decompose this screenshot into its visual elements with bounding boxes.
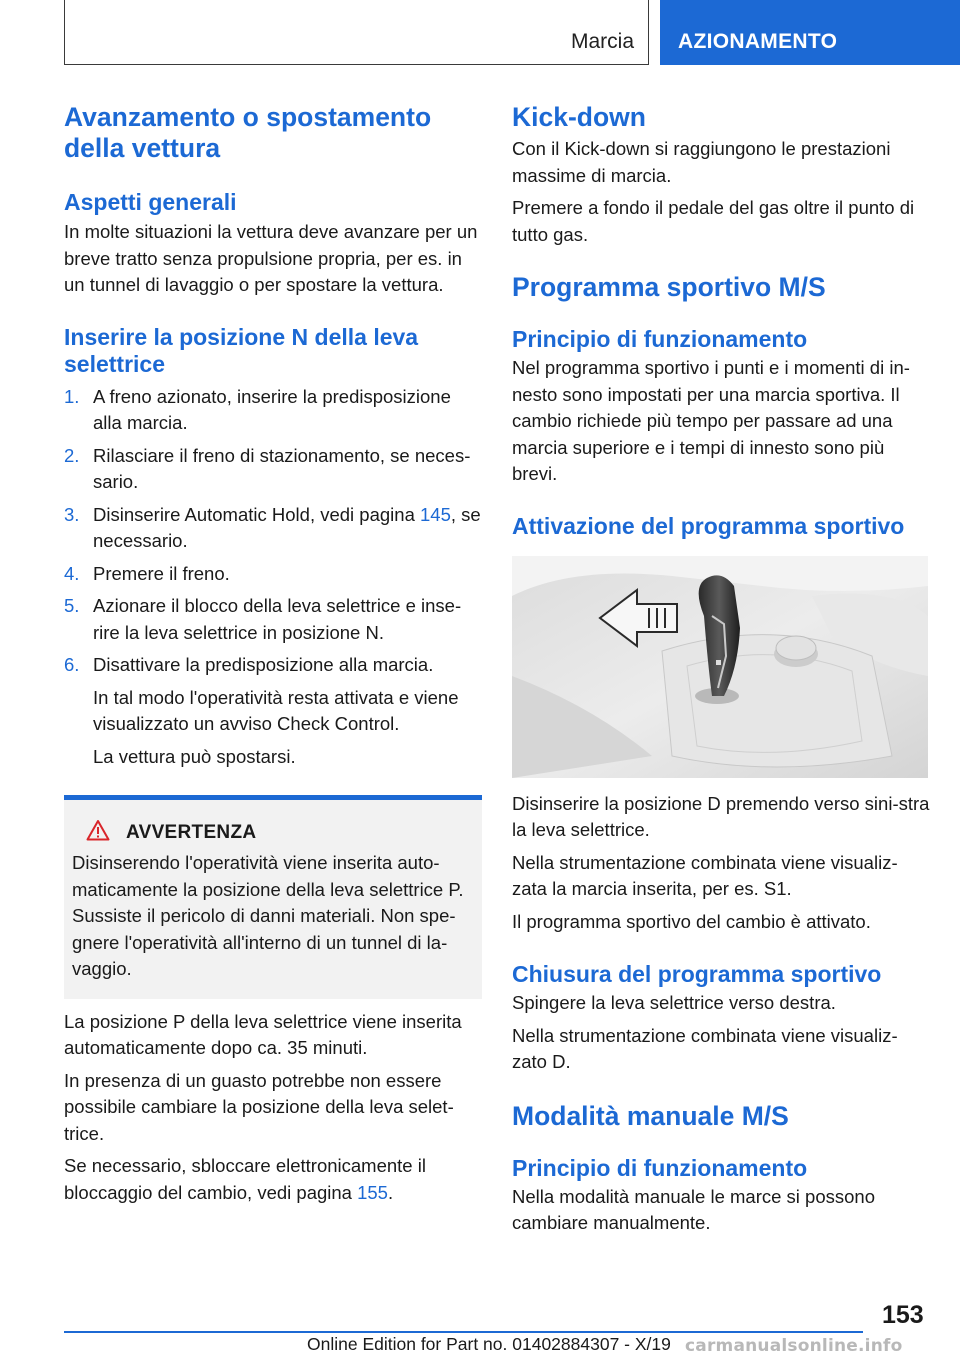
para-sbloccare-end: . (387, 1181, 394, 1203)
warning-box (64, 795, 482, 999)
warning-title: AVVERTENZA (126, 821, 257, 843)
heading-modalita-manuale: Modalità manuale M/S (512, 1100, 789, 1131)
page-link-145[interactable]: 145 (420, 503, 451, 525)
right-column (512, 102, 930, 1237)
text-aspetti-generali: In molte situazioni la vettura deve avanzare per un breve tratto senza propulsione propria, per es. in un tunnel di lavaggio o per spostare la vettura. (64, 221, 478, 295)
step-text: A freno azionato, inserire la predisposizione alla marcia. (93, 385, 451, 433)
header-chapter-label: AZIONAMENTO (678, 30, 838, 53)
step-number: 2. (64, 444, 80, 466)
step-number: 5. (64, 595, 80, 616)
text-marcia-inserita: Nella strumentazione combinata viene visualiz-zata la marcia inserita, per es. S1. (512, 851, 898, 899)
step6-result: La vettura può spostarsi. (93, 745, 296, 767)
heading-inserire-n: Inserire la posizione N della leva selettrice (64, 323, 419, 377)
footer-edition: Online Edition for Part no. 01402884307 - X/19 (307, 1334, 671, 1354)
step-text: Premere il freno. (93, 562, 230, 584)
text-principio-2: Nella modalità manuale le marce si possono cambiare manualmente. (512, 1185, 875, 1233)
text-kick-down-2: Premere a fondo il pedale del gas oltre il punto di tutto gas. (512, 197, 915, 245)
header-section-label: Marcia (570, 30, 634, 53)
page-link-155[interactable]: 155 (357, 1181, 388, 1203)
list-item (64, 502, 482, 555)
header-chapter-tab[interactable] (660, 0, 960, 65)
text-principio-1: Nel programma sportivo i punti e i momenti di in-nesto sono impostati per una marcia sportiva. Il cambio richiede più tempo per passare ad una marcia superiore e i tempi di innesto sono più brevi. (512, 357, 910, 484)
step-text-part: Disinserire Automatic Hold, vedi pagina (93, 503, 420, 525)
para-guasto: In presenza di un guasto potrebbe non essere possibile cambiare la posizione della leva selet-trice. (64, 1069, 454, 1144)
text-disinserire-d: Disinserire la posizione D premendo verso sini-stra la leva selettrice. (512, 792, 930, 840)
step-text: Disattivare la predisposizione alla marcia. (93, 654, 434, 675)
footer-divider (64, 1331, 863, 1333)
para-posizione-p: La posizione P della leva selettrice viene inserita automaticamente dopo ca. 35 minuti. (64, 1010, 462, 1058)
list-item (64, 652, 482, 679)
step-text: Rilasciare il freno di stazionamento, se neces-sario. (93, 444, 471, 492)
list-item (64, 443, 482, 496)
heading-chiusura: Chiusura del programma sportivo (512, 961, 882, 987)
list-item (64, 561, 482, 588)
warning-header (72, 819, 474, 846)
heading-programma-sportivo: Programma sportivo M/S (512, 272, 826, 302)
text-programma-attivato: Il programma sportivo del cambio è attivato. (512, 910, 871, 932)
para-sbloccare-text: Se necessario, sbloccare elettronicamente il bloccaggio del cambio, vedi pagina (64, 1155, 426, 1203)
text-chiusura-2: Nella strumentazione combinata viene visualiz-zato D. (512, 1024, 898, 1072)
heading-attivazione: Attivazione del programma sportivo (512, 512, 905, 539)
step6-note: In tal modo l'operatività resta attivata e viene visualizzato un avviso Check Control. (93, 686, 459, 734)
heading-avanzamento: Avanzamento o spostamento della vettura (64, 102, 432, 163)
warning-triangle-icon (86, 819, 110, 846)
page-number: 153 (882, 1301, 924, 1329)
step-text: Azionare il blocco della leva selettrice e inse-rire la leva selettrice in posizione N. (93, 595, 462, 643)
heading-principio-2: Principio di funzionamento (512, 1154, 808, 1181)
header-section-box (64, 0, 649, 65)
heading-aspetti-generali: Aspetti generali (64, 189, 237, 215)
step-text-part: , se necessario. (93, 503, 481, 551)
list-item (64, 384, 482, 437)
warning-text: Disinserendo l'operatività viene inserita auto-maticamente la posizione della leva selettrice P. Sussiste il pericolo di danni materiali. Non spe-gnere l'operatività all'interno di un tunnel di la-vaggio. (72, 852, 464, 979)
steps-list (64, 384, 482, 679)
para-sbloccare (64, 1153, 482, 1206)
text-chiusura-1: Spingere la leva selettrice verso destra. (512, 992, 836, 1013)
step-number: 3. (64, 503, 80, 525)
text-kick-down-1: Con il Kick-down si raggiungono le prestazioni massime di marcia. (512, 138, 891, 186)
left-column (64, 102, 482, 1206)
list-item (64, 593, 482, 646)
step-text (93, 502, 482, 555)
heading-principio-1: Principio di funzionamento (512, 326, 808, 352)
watermark: carmanualsonline.info (685, 1336, 903, 1356)
step-number: 6. (64, 654, 80, 675)
step-number: 4. (64, 562, 80, 584)
gear-selector-illustration (512, 556, 928, 778)
step-number: 1. (64, 385, 80, 407)
heading-kick-down: Kick-down (512, 102, 646, 132)
